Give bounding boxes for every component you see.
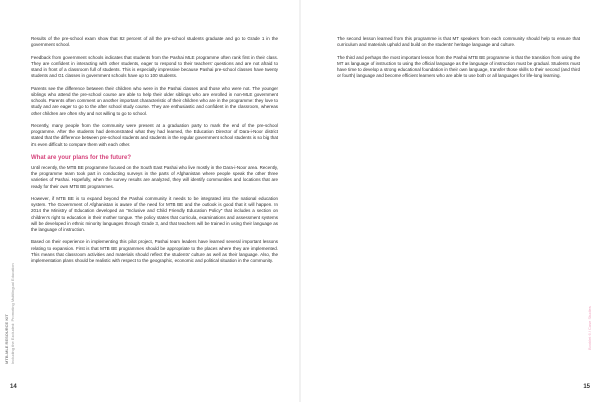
section-heading: What are your plans for the future?	[31, 154, 132, 161]
paragraph: However, if MTB BE is to expand beyond the Pashai community it needs to be integrated into the national education system. The Government of Afghanistan is aware of the need for MTB BE and the outlook is good that it will happen. In 2014 the Ministry of Education developed an "Inclusive and Child Friendly Education Policy" that includes a section on children's right to education in their mother tongue. The policy states that curricula, examinations and assessment systems will be developed in ethnic minority languages through Grade 3, and that teachers will be trained in using their language as the language of instruction.	[31, 195, 278, 232]
paragraph: Until recently, the MTB BE programme focused on the South East Pashai who live mostly in the Dara-i-Noor area. Recently, the programme team took part in conducting surveys in the parts of Afghanistan where people speak the other three varieties of Pashai. Hopefully, when the survey results are analyzed, they will identify communities and locations that are ready for their own MTB BE programmes.	[31, 164, 278, 189]
paragraph: Feedback from government schools indicates that students from the Pashai MLE programme often rank first in their class. They are confident in interacting with other students, eager to respond to their teachers' questions and are not afraid to stand in front of a classroom full of students. This is especially impressive because Pashai pre-school classes have twenty students and G1 classes in government schools have up to 100 students.	[31, 54, 278, 79]
paragraph: Results of the pre-school exam show that 82 percent of all the pre-school students graduate and go to Grade 1 in the government school.	[31, 36, 278, 48]
paragraph: The third and perhaps the most important lesson from the Pashai MTB BE programme is that the transition from using the MT as language of instruction to using the official language as the language of instruction must be gradual. Students must have time to develop a strong educational foundation in their own language, transfer those skills to their second (and third or fourth) language and become efficient learners who are able to use both or all languages for life-long learning.	[337, 54, 580, 79]
right-page	[301, 0, 600, 402]
page-number-left: 14	[10, 384, 17, 390]
left-text-column	[31, 36, 278, 270]
right-side-label	[584, 290, 594, 350]
resource-kit-label: MTB-MLE RESOURCE KIT	[4, 314, 9, 364]
left-page	[0, 0, 299, 402]
paragraph: Based on their experience in implementing this pilot project, Pashai team leaders have learned several important lessons relating to expansion. First is that MTB BE programmes should be appropriate to the places where they are implemented. This means that classroom activities and materials should reflect the students' culture as well as their language. Also, the implementation plans should be realistic with respect to the geographic, economic and political situation in the community.	[31, 239, 278, 263]
page-number-right: 15	[583, 384, 590, 390]
right-text-column	[337, 36, 580, 86]
paragraph: Recently, many people from the community were present at a graduation party to mark the end of the pre-school programme. After the students had demonstrated what they had learned, the Education Director of Dara-i-Noor district stated that the difference between pre-school students and students in the regular government school students is so big that it's even difficult to compare them with each other.	[31, 122, 278, 147]
paragraph: The second lesson learned from this programme is that MT speakers from each community should help to ensure that curriculum and materials uphold and build on the students' heritage language and culture.	[337, 36, 580, 48]
booklet-label: Booklet 6 / Case Studies	[587, 306, 592, 350]
resource-kit-subtitle: Including the Excluded: Promoting Multilingual Education	[10, 263, 15, 364]
left-side-label	[2, 244, 24, 364]
paragraph: Parents see the difference between their children who were in the Pashai classes and those who were not. The younger siblings who attend the pre-school course are able to help their older siblings who are enrolled in non-MLE government schools. Parents often comment on another important characteristic of their children who are in the programme: they love to study and are eager to go to the after school study course. They are enthusiastic and confident in the classroom, whereas other children are often shy and not willing to go to school.	[31, 85, 278, 116]
